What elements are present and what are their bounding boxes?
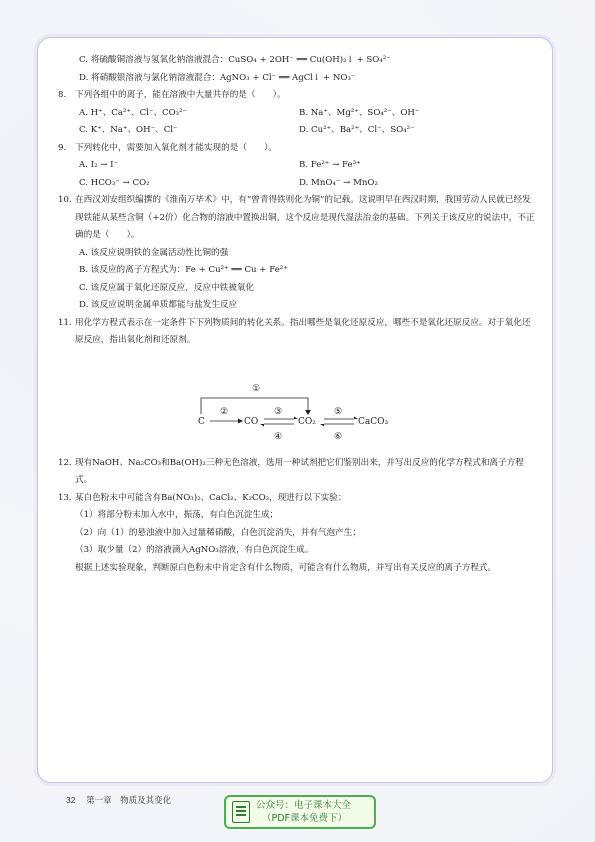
question-8 bbox=[58, 87, 536, 105]
page-footer bbox=[66, 794, 171, 806]
option-c: C. K⁺、Na⁺、OH⁻、Cl⁻ bbox=[79, 125, 178, 135]
question-stem: 用化学方程式表示在一定条件下下列物质间的转化关系。指出哪些是氧化还原反应，哪些不是氧化还原反应。对于氧化还原反应，指出氧化剂和还原剂。 bbox=[75, 317, 531, 345]
option-b: B. Fe²⁺ → Fe³⁺ bbox=[299, 160, 361, 170]
option-c: C. HCO₃⁻ → CO₂ bbox=[79, 177, 150, 188]
watermark-stamp bbox=[224, 795, 376, 829]
option-a: A. 该反应说明铁的金属活动性比铜的强 bbox=[79, 247, 229, 258]
chapter-title: 第一章 物质及其变化 bbox=[86, 796, 172, 806]
label-1: ① bbox=[252, 383, 261, 394]
q8-options-row-1 bbox=[58, 105, 536, 123]
label-2: ② bbox=[220, 406, 229, 417]
question-number: 13. bbox=[58, 492, 72, 503]
question-number: 12. bbox=[58, 457, 72, 468]
question-13 bbox=[58, 490, 536, 508]
question-stem: 下列各组中的离子，能在溶液中大量共存的是（ ）。 bbox=[75, 90, 286, 100]
question-stem: 某白色粉末中可能含有Ba(NO₃)₂、CaCl₂、K₂CO₃，现进行以下实验： bbox=[75, 492, 347, 503]
node-caco3: CaCO₃ bbox=[358, 416, 389, 427]
option-d: D. Cu²⁺、Ba²⁺、Cl⁻、SO₄²⁻ bbox=[299, 125, 415, 135]
node-c: C bbox=[198, 416, 205, 427]
label-3: ③ bbox=[274, 406, 283, 417]
question-number: 10. bbox=[58, 195, 72, 205]
conversion-diagram bbox=[58, 362, 536, 447]
question-stem: 现有NaOH、Na₂CO₃和Ba(OH)₂三种无色溶液，选用一种试剂把它们鉴别出来，并写出反应的化学方程式和离子方程式。 bbox=[75, 457, 524, 485]
option-d: D. 该反应说明金属单质都能与盐发生反应 bbox=[79, 300, 238, 310]
q7-option-d: D. 将硝酸银溶液与氯化钠溶液混合：AgNO₃ + Cl⁻ ══ AgCl↓ + NO₃⁻ bbox=[79, 72, 356, 83]
question-11 bbox=[58, 315, 536, 350]
book-icon bbox=[232, 801, 250, 823]
q13-conclusion: 根据上述实验现象，判断原白色粉末中肯定含有什么物质，可能含有什么物质，并写出有关反应的离子方程式。 bbox=[75, 562, 497, 573]
page-content bbox=[58, 52, 536, 577]
question-9 bbox=[58, 140, 536, 158]
stamp-line-2: （PDF课本免费下） bbox=[262, 813, 348, 824]
option-d: D. MnO₄⁻ → MnO₂ bbox=[299, 177, 378, 188]
conversion-diagram-svg bbox=[58, 362, 536, 447]
node-co: CO bbox=[244, 416, 259, 427]
q9-options-row-2 bbox=[58, 175, 536, 193]
question-number: 11. bbox=[58, 317, 72, 328]
question-10 bbox=[58, 192, 536, 245]
page-number: 32 bbox=[66, 795, 76, 805]
q13-step-2: （2）向（1）的悬浊液中加入过量稀硝酸，白色沉淀消失，并有气泡产生； bbox=[75, 527, 361, 538]
question-number: 9. bbox=[58, 142, 67, 153]
option-b: B. Na⁺、Mg²⁺、SO₄²⁻、OH⁻ bbox=[299, 107, 420, 118]
question-12 bbox=[58, 455, 536, 490]
option-a: A. I₂ → I⁻ bbox=[79, 160, 119, 170]
question-stem: 下列转化中，需要加入氧化剂才能实现的是（ ）。 bbox=[75, 142, 277, 153]
question-number: 8. bbox=[58, 90, 67, 100]
question-stem: 在西汉刘安组织编撰的《淮南万毕术》中，有“曾青得铁则化为铜”的记载。这说明早在西汉时期，我国劳动人民就已经发现铁能从某些含铜（+2价）化合物的溶液中置换出铜，这个反应是现代湿法冶金的基础。下列关于该反应的说法中，不正确的是（ ）。 bbox=[75, 195, 535, 240]
q13-step-3: （3）取少量（2）的溶液滴入AgNO₃溶液，有白色沉淀生成。 bbox=[75, 545, 314, 555]
option-c: C. 该反应属于氧化还原反应，反应中铁被氧化 bbox=[79, 282, 255, 293]
q9-options-row-1 bbox=[58, 157, 536, 175]
node-co2: CO₂ bbox=[298, 416, 316, 427]
label-4: ④ bbox=[274, 431, 283, 442]
arrow-c-to-co2 bbox=[201, 398, 308, 414]
label-5: ⑤ bbox=[334, 406, 343, 417]
q13-step-1: （1）将部分粉末加入水中，振荡，有白色沉淀生成； bbox=[75, 510, 279, 520]
option-a: A. H⁺、Ca²⁺、Cl⁻、CO₃²⁻ bbox=[79, 107, 188, 118]
stamp-line-1: 公众号：电子课本大全 bbox=[256, 800, 352, 811]
q7-option-c: C. 将硫酸铜溶液与氢氧化钠溶液混合：CuSO₄ + 2OH⁻ ══ Cu(OH)₂↓ + SO₄²⁻ bbox=[79, 55, 391, 65]
option-b: B. 该反应的离子方程式为：Fe + Cu²⁺ ══ Cu + Fe²⁺ bbox=[79, 265, 288, 275]
q8-options-row-2 bbox=[58, 122, 536, 140]
label-6: ⑥ bbox=[334, 431, 343, 442]
